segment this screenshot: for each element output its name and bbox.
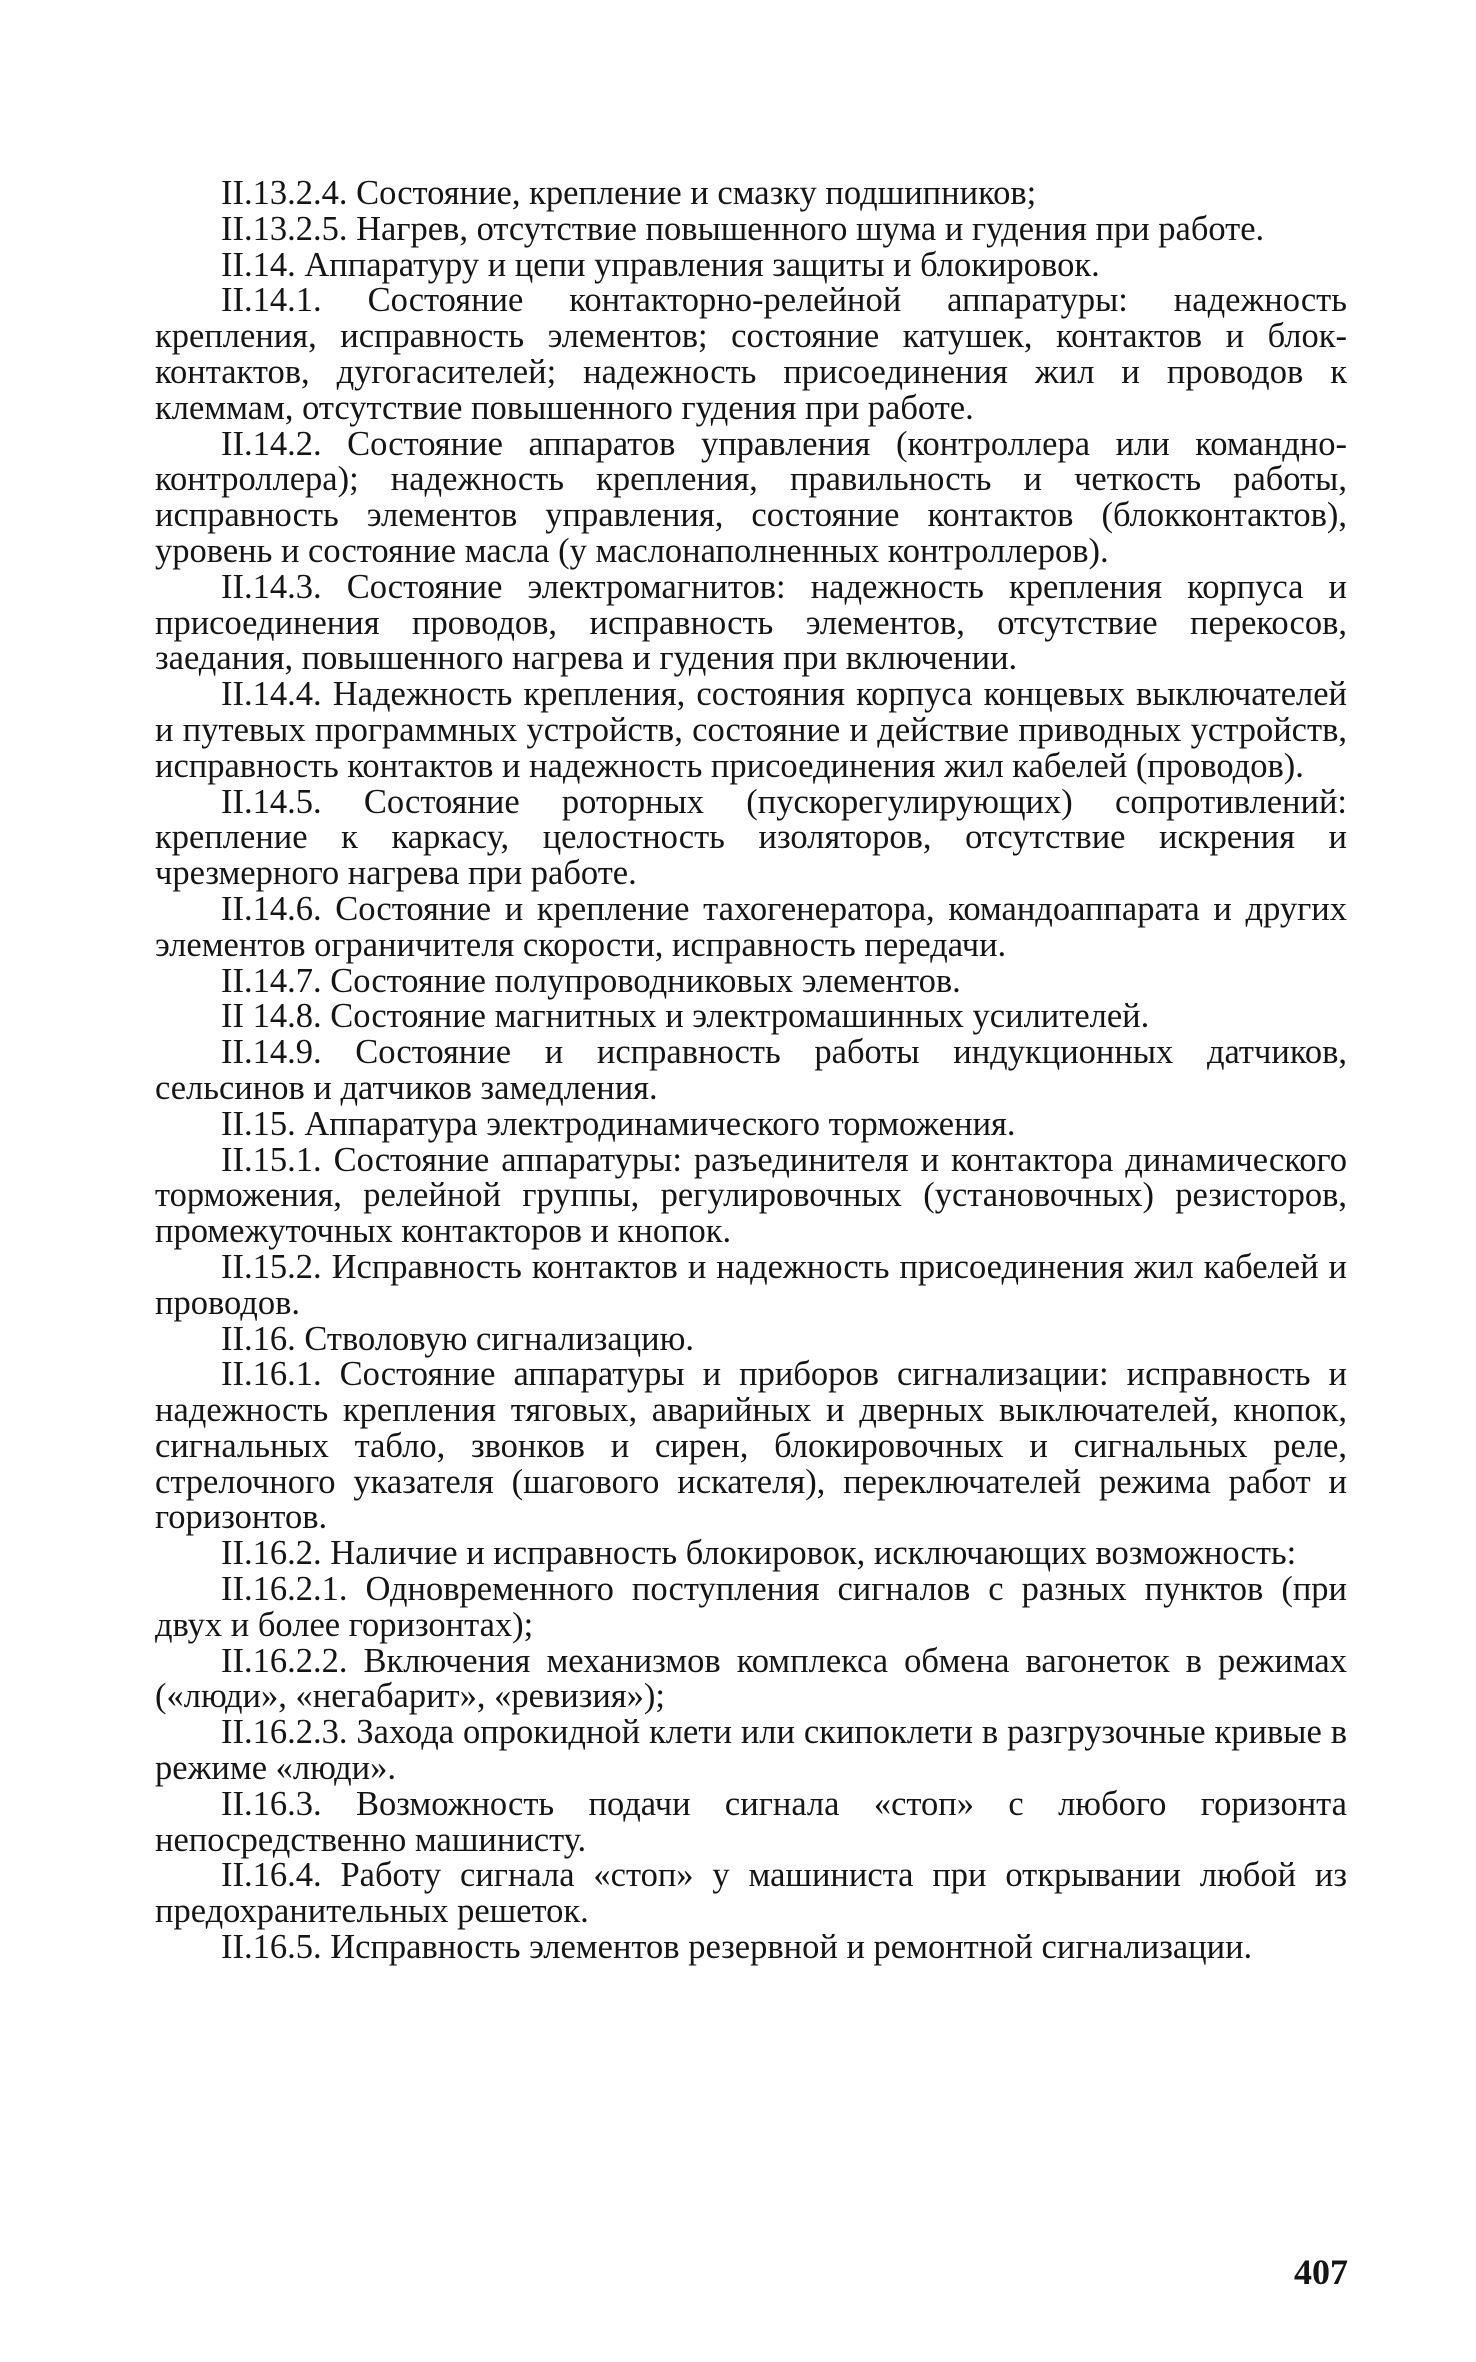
paragraph-ii-13-2-5: II.13.2.5. Нагрев, отсутствие повышенного шума и гудения при работе. (221, 209, 1265, 248)
paragraph-ii-14-9: II.14.9. Состояние и исправность работы индукционных датчиков, сельсинов и датчиков замедления. (155, 1033, 1347, 1107)
paragraph-ii-15-1: II.15.1. Состояние аппаратуры: разъединителя и контактора динамического торможения, релейной группы, регулировочных (установочных) резисторов, промежуточных контакторов и кнопок. (155, 1140, 1347, 1251)
paragraph-ii-16-2-1: II.16.2.1. Одновременного поступления сигналов с разных пунктов (при двух и более горизонтах); (155, 1570, 1347, 1644)
paragraph-ii-14-6: II.14.6. Состояние и крепление тахогенератора, командоаппарата и других элементов ограничителя скорости, исправность передачи. (155, 889, 1347, 964)
paragraph-ii-16-2: II.16.2. Наличие и исправность блокировок, исключающих возможность: (221, 1534, 1297, 1573)
paragraph-ii-16-4: II.16.4. Работу сигнала «стоп» у машиниста при открывании любой из предохранительных решеток. (155, 1856, 1347, 1931)
paragraph-ii-14-7: II.14.7. Состояние полупроводниковых элементов. (221, 961, 961, 1000)
paragraph-ii-16: II.16. Стволовую сигнализацию. (221, 1319, 695, 1358)
paragraph-ii-16-3: II.16.3. Возможность подачи сигнала «стоп» с любого горизонта непосредственно машинисту. (155, 1784, 1347, 1859)
paragraph-ii-15-2: II.15.2. Исправность контактов и надежность присоединения жил кабелей и проводов. (155, 1247, 1347, 1322)
paragraph-ii-15: II.15. Аппаратура электродинамического торможения. (221, 1104, 1016, 1143)
paragraph-ii-16-2-2: II.16.2.2. Включения механизмов комплекса обмена вагонеток в режимах («люди», «негабарит», «ревизия»); (155, 1641, 1347, 1716)
paragraph-ii-16-1: II.16.1. Состояние аппаратуры и приборов сигнализации: исправность и надежность крепления тяговых, аварийных и дверных выключателей, кнопок, сигнальных табло, звонков и сирен, блокировочных и сигнальных реле, стрелочного указателя (шагового искателя), переключателей режима работ и горизонтов. (155, 1355, 1347, 1537)
paragraph-ii-16-5: II.16.5. Исправность элементов резервной и ремонтной сигнализации. (221, 1928, 1253, 1967)
paragraph-ii-14-5: II.14.5. Состояние роторных (пускорегулирующих) сопротивлений: крепление к каркасу, целостность изоляторов, отсутствие искрения и чрезмерного нагрева при работе. (155, 782, 1347, 893)
page-number: 407 (1294, 2252, 1348, 2292)
paragraph-ii-14-2: II.14.2. Состояние аппаратов управления (контроллера или командно-контроллера); надежность крепления, правильность и четкость работы, исправность элементов управления, состояние контактов (блокконтактов), уровень и состояние масла (у маслонаполненных контроллеров). (155, 424, 1347, 570)
paragraph-ii-14-3: II.14.3. Состояние электромагнитов: надежность крепления корпуса и присоединения проводов, исправность элементов, отсутствие перекосов, заедания, повышенного нагрева и гудения при включении. (155, 567, 1347, 678)
paragraph-ii-14-1: II.14.1. Состояние контакторно-релейной аппаратуры: надежность крепления, исправность элементов; состояние катушек, контактов и блок-контактов, дугогасителей; надежность присоединения жил и проводов к клеммам, отсутствие повышенного гудения при работе. (155, 281, 1347, 427)
paragraph-ii-16-2-3: II.16.2.3. Захода опрокидной клети или скипоклети в разгрузочные кривые в режиме «люди». (155, 1713, 1347, 1788)
paragraph-ii-13-2-4: II.13.2.4. Состояние, крепление и смазку подшипников; (221, 174, 1037, 212)
paragraph-ii-14: II.14. Аппаратуру и цепи управления защиты и блокировок. (221, 245, 1100, 284)
paragraph-ii-14-8: II 14.8. Состояние магнитных и электромашинных усилителей. (221, 997, 1150, 1036)
page-body (155, 176, 1347, 1966)
paragraph-ii-14-4: II.14.4. Надежность крепления, состояния корпуса концевых выключателей и путевых программных устройств, состояние и действие приводных устройств, исправность контактов и надежность присоединения жил кабелей (проводов). (155, 675, 1347, 785)
